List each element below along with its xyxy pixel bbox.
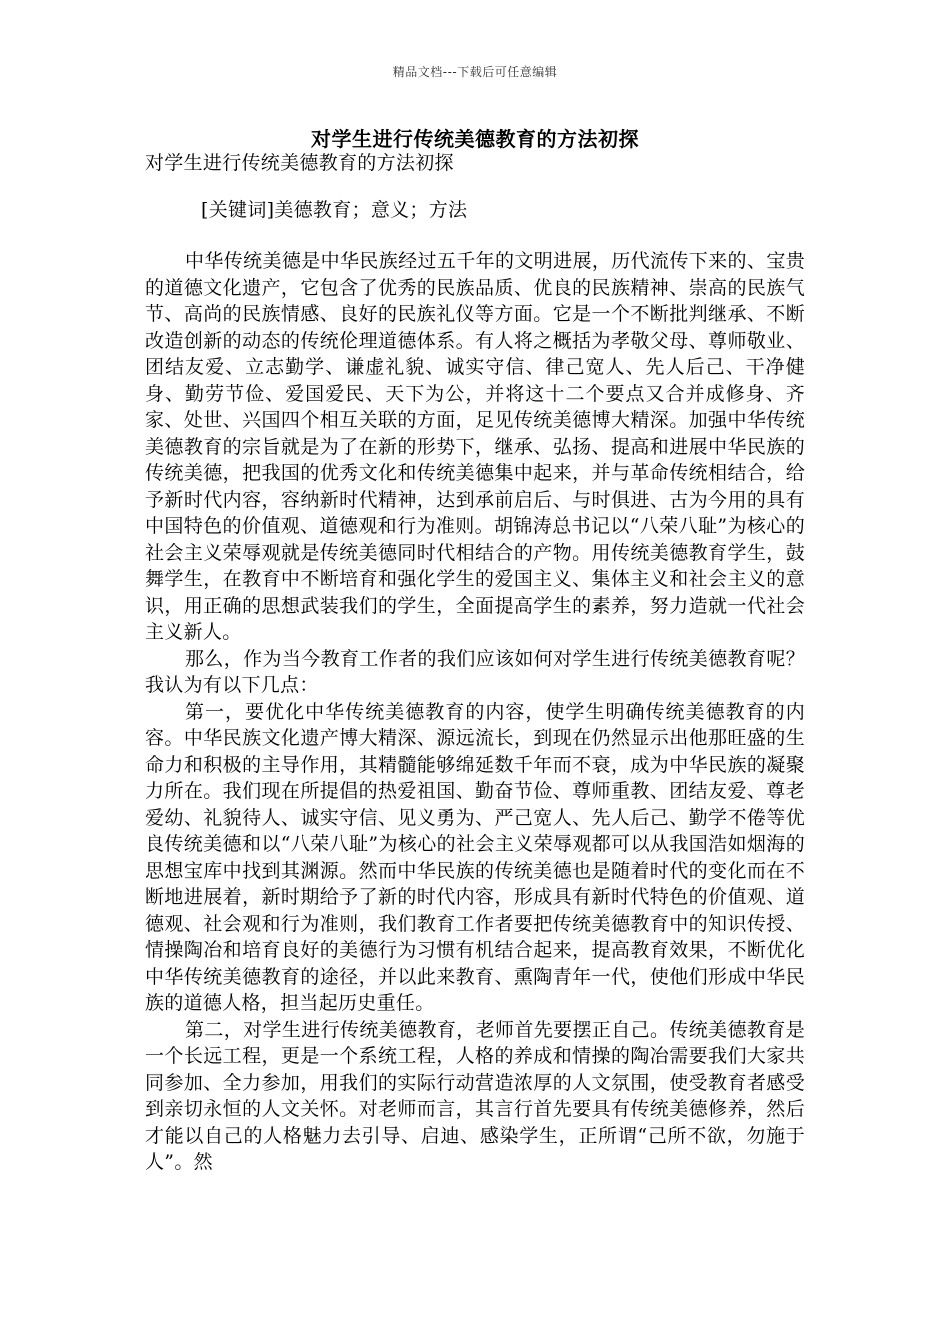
paragraph-first-point: 第一，要优化中华传统美德教育的内容，使学生明确传统美德教育的内容。中华民族文化遗产博大精深、源远流长，到现在仍然显示出他那旺盛的生命力和积极的主导作用，其精髓能够绵延数千年而不衰，成为中华民族的凝聚力所在。我们现在所提倡的热爱祖国、勤奋节俭、尊师重教、团结友爱、尊老爱幼、礼貌待人、诚实守信、见义勇为、严己宽人、先人后己、勤学不倦等优良传统美德和以“八荣八耻”为核心的社会主义荣辱观都可以从我国浩如烟海的思想宝库中找到其渊源。然而中华民族的传统美德也是随着时代的变化而在不断地进展着，新时期给予了新的时代内容，形成具有新时代特色的价值观、道德观、社会观和行为准则，我们教育工作者要把传统美德教育中的知识传授、情操陶冶和培育良好的美德行为习惯有机结合起来，提高教育效果，不断优化中华传统美德教育的途径，并以此来教育、熏陶青年一代，使他们形成中华民族的道德人格，担当起历史重任。	[145, 700, 805, 1014]
document-title: 对学生进行传统美德教育的方法初探	[311, 127, 639, 151]
paragraph-question: 那么，作为当今教育工作者的我们应该如何对学生进行传统美德教育呢？ 我认为有以下几点：	[145, 647, 805, 696]
paragraph-intro: 中华传统美德是中华民族经过五千年的文明进展，历代流传下来的、宝贵的道德文化遗产，它包含了优秀的民族品质、优良的民族精神、崇高的民族气节、高尚的民族情感、良好的民族礼仪等方面。它是一个不断批判继承、不断改造创新的动态的传统伦理道德体系。有人将之概括为孝敬父母、尊师敬业、团结友爱、立志勤学、谦虚礼貌、诚实守信、律己宽人、先人后己、干净健身、勤劳节俭、爱国爱民、天下为公，并将这十二个要点又合并成修身、齐家、处世、兴国四个相互关联的方面，足见传统美德博大精深。加强中华传统美德教育的宗旨就是为了在新的形势下，继承、弘扬、提高和进展中华民族的传统美德，把我国的优秀文化和传统美德集中起来，并与革命传统相结合，给予新时代内容，容纳新时代精神，达到承前启后、与时俱进、古为今用的具有中国特色的价值观、道德观和行为准则。胡锦涛总书记以“八荣八耻”为核心的社会主义荣辱观就是传统美德同时代相结合的产物。用传统美德教育学生，鼓舞学生，在教育中不断培育和强化学生的爱国主义、集体主义和社会主义的意识，用正确的思想武装我们的学生，全面提高学生的素养，努力造就一代社会主义新人。	[145, 250, 805, 643]
keywords-line: [关键词]美德教育；意义；方法	[201, 198, 468, 221]
paragraph-second-point: 第二，对学生进行传统美德教育，老师首先要摆正自己。传统美德教育是一个长远工程，更是一个系统工程，人格的养成和情操的陶冶需要我们大家共同参加、全力参加，用我们的实际行动营造浓厚的人文氛围，使受教育者感受到亲切永恒的人文关怀。对老师而言，其言行首先要具有传统美德修养，然后才能以自己的人格魅力去引导、启迪、感染学生，正所谓“己所不欲，勿施于人”。然	[145, 1018, 805, 1173]
document-subtitle: 对学生进行传统美德教育的方法初探	[145, 152, 454, 174]
document-body	[145, 150, 805, 1176]
page-header: 精品文档---下载后可任意编辑	[392, 65, 558, 79]
